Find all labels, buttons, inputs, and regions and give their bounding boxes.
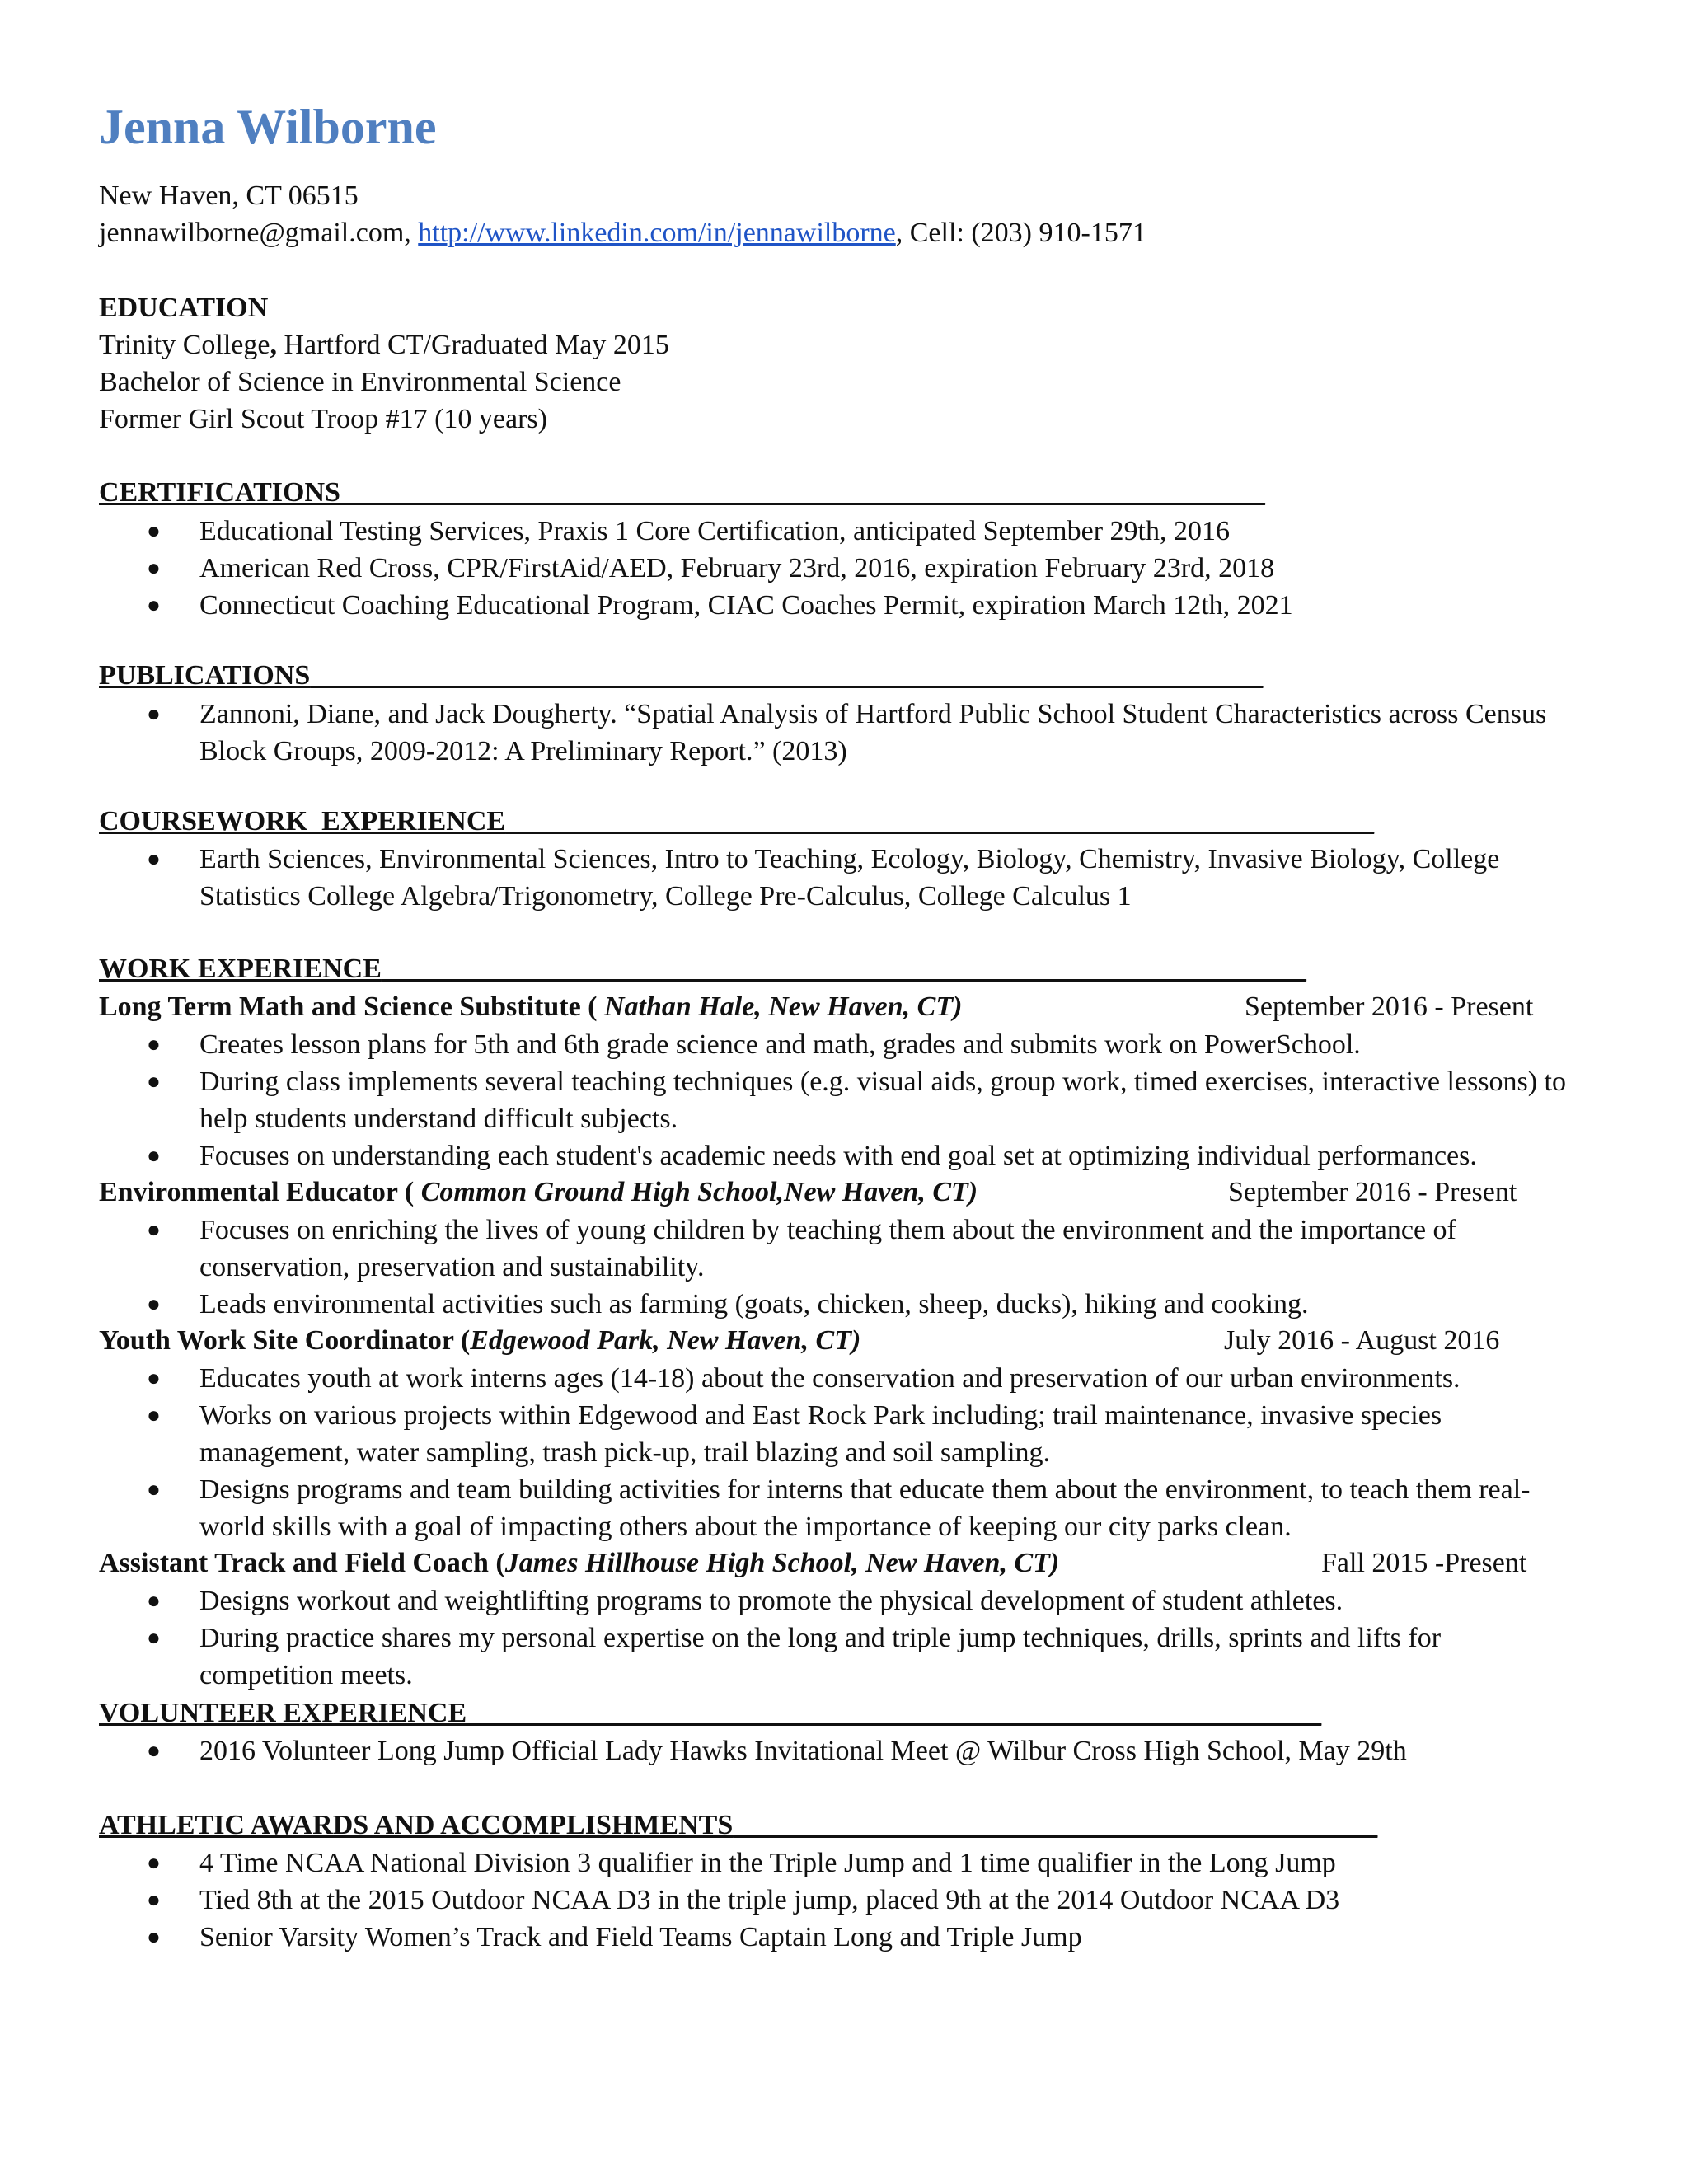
email-text: jennawilborne@gmail.com, — [99, 218, 419, 248]
education-scout: Former Girl Scout Troop #17 (10 years) — [99, 404, 547, 434]
bullet-icon: ● — [147, 701, 161, 727]
athletic-rule: ______________________________________________ — [733, 1810, 1378, 1840]
volunteer-heading — [99, 1695, 1321, 1732]
resume-name: Jenna Wilborne — [99, 100, 437, 154]
job-org: Common Ground High School,New Haven, CT) — [420, 1177, 978, 1207]
bullet-icon: ● — [147, 1850, 161, 1876]
athletic-heading-text: ATHLETIC AWARDS AND ACCOMPLISHMENTS — [99, 1810, 734, 1840]
college-name: Trinity College — [99, 330, 270, 360]
publications-rule: ____________________________________________________________________ — [310, 660, 1264, 691]
publications-heading-text: PUBLICATIONS — [99, 660, 311, 691]
list-item — [147, 1212, 1581, 1286]
job-bullet: Educates youth at work interns ages (14-18) about the conservation and preservation of our urban environments. — [199, 1363, 1461, 1394]
list-item — [147, 550, 1581, 587]
bullet-icon: ● — [147, 1403, 161, 1428]
list-item — [147, 1844, 1581, 1882]
certification-item: Connecticut Coaching Educational Program, CIAC Coaches Permit, expiration March 12th, 2021 — [199, 590, 1293, 621]
certifications-heading — [99, 475, 1265, 511]
list-item — [147, 1286, 1581, 1323]
contact-line — [99, 215, 1146, 251]
job-title-row — [99, 989, 962, 1025]
bullet-icon: ● — [147, 1143, 161, 1169]
list-item — [147, 696, 1581, 770]
list-item — [147, 1882, 1581, 1919]
certification-item: Educational Testing Services, Praxis 1 Core Certification, anticipated September 29th, 2016 — [199, 516, 1230, 546]
publication-item: Zannoni, Diane, and Jack Dougherty. “Spatial Analysis of Hartford Public School Student Characteristics across Census Block Groups, 2009-2012: A Preliminary Report.” (2013) — [199, 699, 1547, 766]
job-bullet: Leads environmental activities such as farming (goats, chicken, sheep, ducks), hiking and cooking. — [199, 1289, 1309, 1319]
certifications-heading-text: CERTIFICATIONS — [99, 477, 340, 508]
job-bullet: Focuses on understanding each student's academic needs with end goal set at optimizing individual performances. — [199, 1141, 1477, 1171]
athletic-item: 4 Time NCAA National Division 3 qualifier in the Triple Jump and 1 time qualifier in the Long Jump — [199, 1848, 1336, 1878]
bullet-icon: ● — [147, 1625, 161, 1651]
job-dates: July 2016 - August 2016 — [1224, 1325, 1500, 1356]
bullet-icon: ● — [147, 555, 161, 581]
education-degree: Bachelor of Science in Environmental Science — [99, 367, 621, 397]
certification-item: American Red Cross, CPR/FirstAid/AED, February 23rd, 2016, expiration February 23rd, 2018 — [199, 553, 1275, 583]
job-title-row — [99, 1323, 860, 1359]
list-item — [147, 1063, 1581, 1137]
job-title-row — [99, 1174, 978, 1211]
job-dates: September 2016 - Present — [1245, 991, 1534, 1022]
bullet-icon: ● — [147, 1217, 161, 1243]
list-item — [147, 1397, 1581, 1471]
cell-phone-text: , Cell: (203) 910-1571 — [895, 218, 1146, 248]
education-college — [99, 327, 669, 363]
job-bullet: Creates lesson plans for 5th and 6th grade science and math, grades and submits work on PowerSchool. — [199, 1029, 1361, 1060]
job-org: Edgewood Park, New Haven, CT) — [470, 1325, 861, 1356]
job-title: Youth Work Site Coordinator ( — [99, 1325, 471, 1356]
job-title: Long Term Math and Science Substitute ( — [99, 991, 604, 1022]
job-bullet: Designs programs and team building activities for interns that educate them about the environment, to teach them real-world skills with a goal of impacting others about the importance of keeping our city parks clean. — [199, 1474, 1531, 1542]
list-item — [147, 587, 1581, 624]
coursework-rule: ______________________________________________________________ — [505, 806, 1375, 837]
volunteer-rule: _____________________________________________________________ — [467, 1698, 1322, 1728]
bullet-icon: ● — [147, 1069, 161, 1094]
bullet-icon: ● — [147, 1477, 161, 1502]
list-item — [147, 1582, 1581, 1619]
job-dates: Fall 2015 -Present — [1321, 1548, 1527, 1578]
certifications-rule: __________________________________________________________________ — [340, 477, 1265, 508]
bullet-icon: ● — [147, 593, 161, 618]
job-title-row — [99, 1545, 1059, 1582]
job-org: Nathan Hale, New Haven, CT) — [604, 991, 963, 1022]
bullet-icon: ● — [147, 846, 161, 872]
job-bullet: Works on various projects within Edgewood and East Rock Park including; trail maintenance, invasive species management, water sampling, trash pick-up, trail blazing and soil sampling. — [199, 1400, 1442, 1468]
list-item — [147, 1026, 1581, 1063]
college-details: Hartford CT/Graduated May 2015 — [277, 330, 669, 360]
bullet-icon: ● — [147, 1588, 161, 1614]
volunteer-heading-text: VOLUNTEER EXPERIENCE — [99, 1698, 467, 1728]
work-experience-heading — [99, 951, 1306, 987]
athletic-heading — [99, 1807, 1377, 1844]
list-item — [147, 1732, 1581, 1769]
work-heading-text: WORK EXPERIENCE — [99, 954, 382, 984]
list-item — [147, 1471, 1581, 1545]
job-dates: September 2016 - Present — [1228, 1177, 1517, 1207]
job-title: Environmental Educator ( — [99, 1177, 421, 1207]
coursework-heading — [99, 804, 1374, 840]
list-item — [147, 1919, 1581, 1956]
job-org: James Hillhouse High School, New Haven, CT) — [504, 1548, 1060, 1578]
athletic-item: Tied 8th at the 2015 Outdoor NCAA D3 in the triple jump, placed 9th at the 2014 Outdoor NCAA D3 — [199, 1885, 1340, 1915]
job-bullet: During practice shares my personal expertise on the long and triple jump techniques, drills, sprints and lifts for competition meets. — [199, 1623, 1442, 1690]
job-title: Assistant Track and Field Coach ( — [99, 1548, 505, 1578]
list-item — [147, 513, 1581, 550]
coursework-item: Earth Sciences, Environmental Sciences, Intro to Teaching, Ecology, Biology, Chemistry, Invasive Biology, College Statistics College Algebra/Trigonometry, College Pre-Calculus, College Calculus 1 — [199, 844, 1500, 912]
linkedin-link[interactable]: http://www.linkedin.com/in/jennawilborne — [418, 218, 896, 248]
bullet-icon: ● — [147, 1366, 161, 1391]
address-line: New Haven, CT 06515 — [99, 180, 359, 211]
bullet-icon: ● — [147, 1887, 161, 1913]
coursework-heading-text: COURSEWORK_EXPERIENCE — [99, 806, 506, 837]
work-rule: __________________________________________________________________ — [381, 954, 1306, 984]
bullet-icon: ● — [147, 1032, 161, 1057]
bullet-icon: ● — [147, 1291, 161, 1317]
job-bullet: Designs workout and weightlifting programs to promote the physical development of student athletes. — [199, 1586, 1343, 1616]
education-heading: EDUCATION — [99, 293, 269, 323]
list-item — [147, 1619, 1581, 1694]
bullet-icon: ● — [147, 1738, 161, 1764]
bullet-icon: ● — [147, 1924, 161, 1950]
job-bullet: Focuses on enriching the lives of young children by teaching them about the environment and the importance of conservation, preservation and sustainability. — [199, 1215, 1456, 1282]
job-bullet: During class implements several teaching techniques (e.g. visual aids, group work, timed exercises, interactive lessons) to help students understand difficult subjects. — [199, 1066, 1566, 1134]
list-item — [147, 1360, 1581, 1397]
list-item — [147, 841, 1581, 915]
athletic-item: Senior Varsity Women’s Track and Field Teams Captain Long and Triple Jump — [199, 1922, 1082, 1952]
bullet-icon: ● — [147, 518, 161, 544]
volunteer-item: 2016 Volunteer Long Jump Official Lady Hawks Invitational Meet @ Wilbur Cross High School, May 29th — [199, 1736, 1407, 1766]
list-item — [147, 1137, 1581, 1174]
publications-heading — [99, 658, 1263, 694]
college-comma: , — [270, 330, 277, 360]
